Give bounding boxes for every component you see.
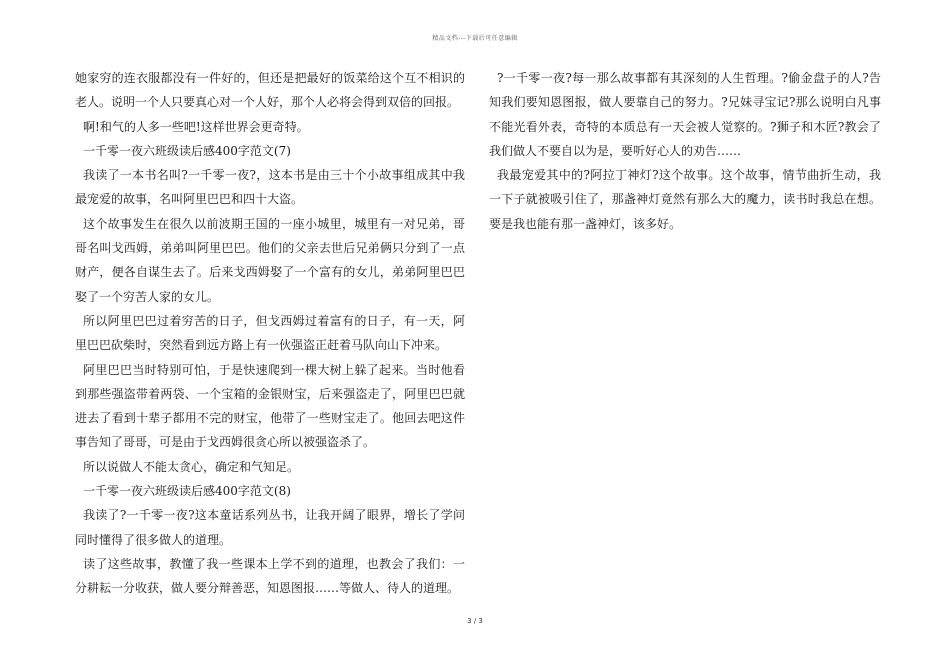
section-title: 一千零一夜六班级读后感400字范文(7) [83,143,291,158]
paragraph: 所以阿里巴巴过着穷苦的日子，但戈西姆过着富有的日子，有一天，阿里巴巴砍柴时，突然看到远方路上有一伙强盗正赶着马队向山下冲来。 [75,313,465,353]
paragraph: 读了这些故事，教懂了我一些课本上学不到的道理，也教会了我们：一分耕耘一分收获，做人要分辩善恶，知恩图报……等做人、待人的道理。 [75,556,465,596]
paragraph: 所以说做人不能太贪心，确定和气知足。 [83,459,300,474]
section-title: 一千零一夜六班级读后感400字范文(8) [83,484,291,499]
paragraph: 阿里巴巴当时特别可怕，于是快速爬到一棵大树上躲了起来。当时他看到那些强盗带着两袋、一个宝箱的金银财宝，后来强盗走了，阿里巴巴就进去了看到十辈子都用不完的财宝，他带了一些财宝走了。他回去吧这件事告知了哥哥，可是由于戈西姆很贪心所以被强盗杀了。 [75,362,465,450]
paragraph: 她家穷的连衣服都没有一件好的，但还是把最好的饭菜给这个互不相识的老人。说明一个人只要真心对一个人好，那个人必将会得到双倍的回报。 [75,71,465,110]
paragraph: 我读了一本书名叫?一千零一夜?，这本书是由三十个小故事组成其中我最宠爱的故事，名叫阿里巴巴和四十大盗。 [75,168,465,207]
left-column [75,66,465,601]
paragraph: 这个故事发生在很久以前波期王国的一座小城里，城里有一对兄弟，哥哥名叫戈西姆，弟弟叫阿里巴巴。他们的父亲去世后兄弟俩只分到了一点财产，便各自谋生去了。后来戈西姆娶了一个富有的女儿，弟弟阿里巴巴娶了一个穷苦人家的女儿。 [75,216,465,304]
paragraph: ?一千零一夜?每一那么故事都有其深刻的人生哲理。?偷金盘子的人?告知我们要知恩图报，做人要靠自己的努力。?兄妹寻宝记?那么说明白凡事不能光看外表，奇特的本质总有一天会被人觉察的。?狮子和木匠?教会了我们做人不要自以为是，要听好心人的劝告…… [489,71,881,158]
page-header: 精品文档---下载后可任意编辑 [432,35,518,42]
paragraph: 我读了?一千零一夜?这本童话系列丛书，让我开阔了眼界，增长了学问同时懂得了很多做人的道理。 [75,508,465,547]
paragraph: 啊!和气的人多一些吧!这样世界会更奇特。 [83,119,309,134]
page-number: 3 / 3 [467,617,483,625]
paragraph: 我最宠爱其中的?阿拉丁神灯?这个故事。这个故事，情节曲折生动，我一下子就被吸引住了，那盏神灯竟然有那么大的魔力，读书时我总在想。要是我也能有那一盏神灯，该多好。 [489,168,881,231]
right-column [489,66,881,236]
